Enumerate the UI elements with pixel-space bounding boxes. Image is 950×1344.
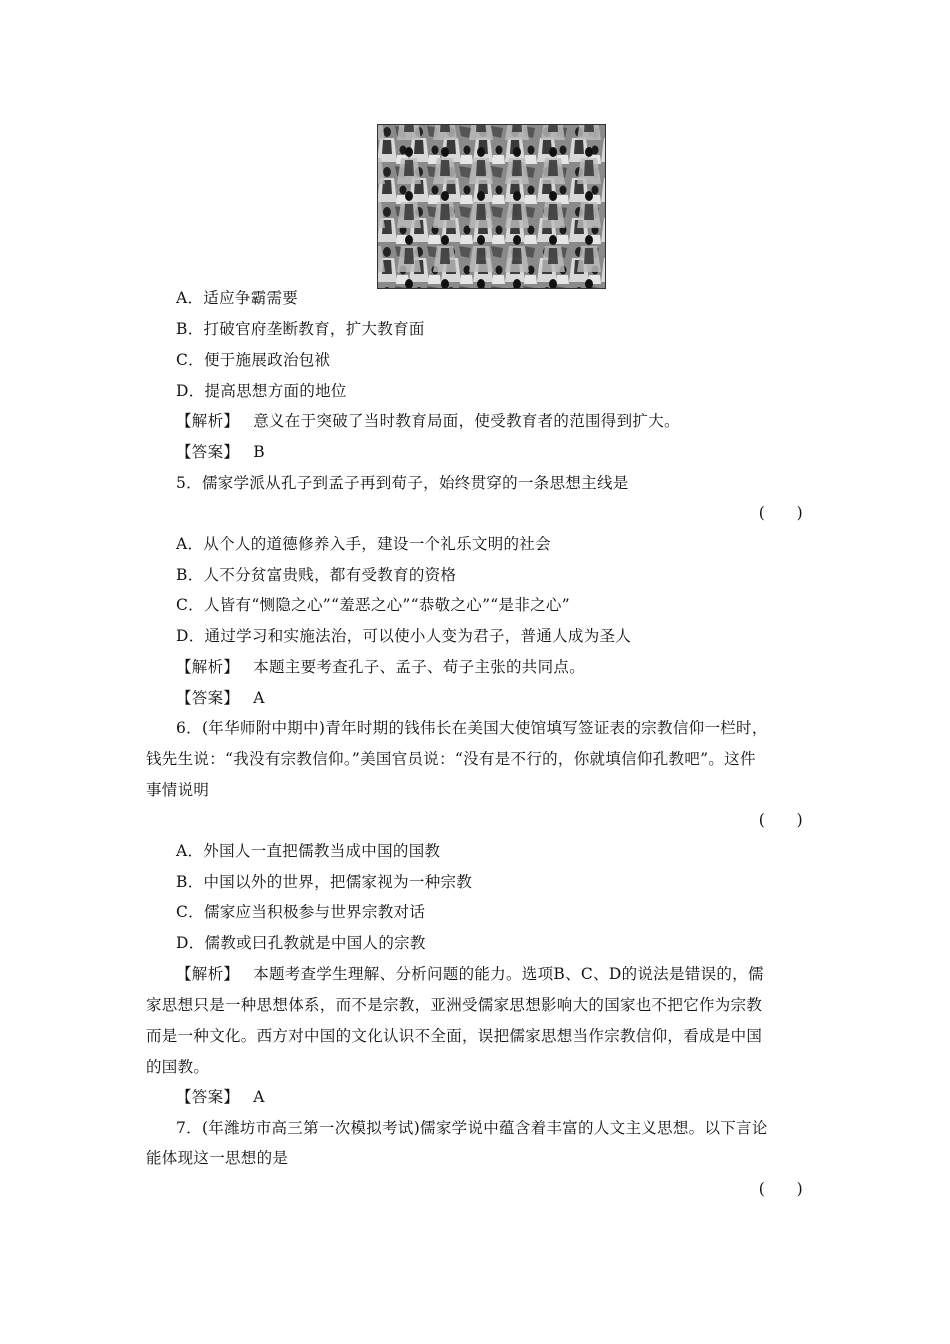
q6-option-a: A．外国人一直把儒教当成中国的国教 [176,842,441,860]
answer-value: B [253,443,265,461]
analysis-text: 本题考查学生理解、分析问题的能力。选项B、C、D的说法是错误的，儒 [253,965,764,983]
q6-answer-paren: ( ) [758,811,803,829]
q4-analysis [176,411,680,431]
analysis-text: 本题主要考查孔子、孟子、荀子主张的共同点。 [253,658,586,676]
q6-analysis-line-1 [176,964,764,984]
q5-option-a: A．从个人的道德修养入手，建设一个礼乐文明的社会 [176,535,551,553]
q4-option-d: D．提高思想方面的地位 [176,382,347,400]
q7-answer-paren: ( ) [758,1180,803,1198]
q6-question-line-2: 钱先生说：“我没有宗教信仰。”美国官员说：“没有是不行的，你就填信仰孔教吧”。这件 [146,750,756,768]
q4-option-c: C．便于施展政治包袱 [176,351,331,369]
q5-option-b: B．人不分贫富贵贱，都有受教育的资格 [176,566,457,584]
q5-answer-paren: ( ) [758,504,803,522]
q6-analysis-line-4: 的国教。 [146,1058,210,1076]
q6-option-b: B．中国以外的世界，把儒家视为一种宗教 [176,873,473,891]
answer-tag: 【答案】 [176,689,240,707]
q7-question-line-1: 7．(年潍坊市高三第一次模拟考试)儒家学说中蕴含着丰富的人文主义思想。以下言论 [176,1119,768,1137]
q5-option-d: D．通过学习和实施法治，可以使小人变为君子，普通人成为圣人 [176,627,632,645]
q5-question: 5．儒家学派从孔子到孟子再到荀子，始终贯穿的一条思想主线是 [176,474,629,492]
q5-option-c: C．人皆有“恻隐之心”“羞恶之心”“恭敬之心”“是非之心” [176,596,570,614]
q5-answer [176,688,265,708]
q4-option-b: B．打破官府垄断教育，扩大教育面 [176,320,425,338]
analysis-tag: 【解析】 [176,412,240,430]
q6-answer [176,1087,265,1107]
answer-tag: 【答案】 [176,1088,240,1106]
q7-question-line-2: 能体现这一思想的是 [146,1149,289,1167]
q6-question-line-3: 事情说明 [146,781,210,799]
analysis-tag: 【解析】 [176,965,240,983]
q6-analysis-line-3: 而是一种文化。西方对中国的文化认识不全面，误把儒家思想当作宗教信仰，看成是中国 [146,1027,763,1045]
q6-question-line-1: 6．(年华师附中期中)青年时期的钱伟长在美国大使馆填写签证表的宗教信仰一栏时， [176,719,768,737]
q5-analysis [176,657,585,677]
painting-texture [377,124,606,289]
answer-value: A [253,689,265,707]
answer-value: A [253,1088,265,1106]
q6-option-d: D．儒教或曰孔教就是中国人的宗教 [176,934,426,952]
analysis-tag: 【解析】 [176,658,240,676]
analysis-text: 意义在于突破了当时教育局面，使受教育者的范围得到扩大。 [253,412,680,430]
q6-analysis-line-2: 家思想只是一种思想体系，而不是宗教，亚洲受儒家思想影响大的国家也不把它作为宗教 [146,996,763,1014]
q4-answer [176,442,265,462]
q6-option-c: C．儒家应当积极参与世界宗教对话 [176,903,426,921]
answer-tag: 【答案】 [176,443,240,461]
q4-option-a: A．适应争霸需要 [176,289,299,307]
historical-painting-figures-image [377,124,606,289]
